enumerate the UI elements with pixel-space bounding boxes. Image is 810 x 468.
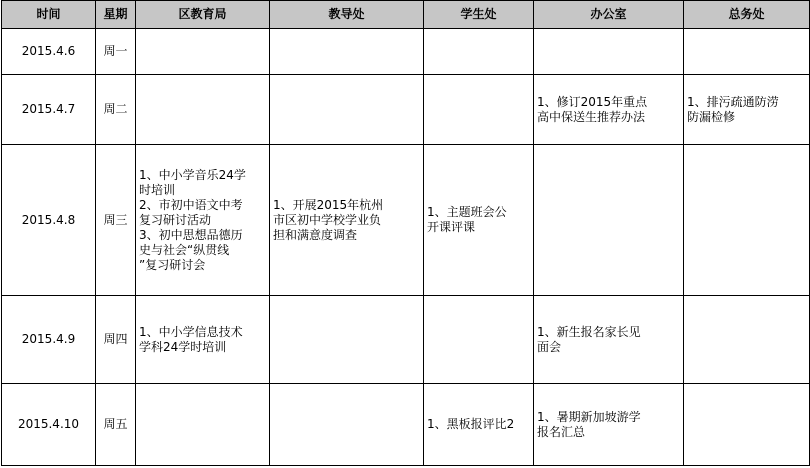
logistics-cell <box>684 75 810 145</box>
general-office-cell <box>534 296 684 384</box>
district-office-cell <box>136 296 270 384</box>
header-academic-affairs: 教导处 <box>270 1 424 29</box>
district-office-cell <box>136 145 270 296</box>
general-office-text: 1、修订2015年重点 高中保送生推荐办法 <box>537 94 648 124</box>
academic-affairs-cell <box>270 29 424 75</box>
academic-affairs-cell <box>270 75 424 145</box>
student-affairs-cell <box>424 296 534 384</box>
academic-affairs-cell <box>270 145 424 296</box>
academic-affairs-cell <box>270 384 424 466</box>
general-office-cell <box>534 75 684 145</box>
header-district-office: 区教育局 <box>136 1 270 29</box>
date-cell: 2015.4.10 <box>2 384 96 466</box>
header-general-office: 办公室 <box>534 1 684 29</box>
header-logistics: 总务处 <box>684 1 810 29</box>
table-row <box>2 145 810 296</box>
general-office-text: 1、暑期新加坡游学 报名汇总 <box>537 409 641 439</box>
table-row <box>2 296 810 384</box>
date-cell: 2015.4.7 <box>2 75 96 145</box>
academic-affairs-cell <box>270 296 424 384</box>
table-row <box>2 384 810 466</box>
header-student-affairs: 学生处 <box>424 1 534 29</box>
district-office-text: 1、中小学信息技术 学科24学时培训 <box>139 324 243 354</box>
logistics-cell <box>684 29 810 75</box>
district-office-cell <box>136 384 270 466</box>
student-affairs-cell <box>424 75 534 145</box>
table-header <box>2 1 810 29</box>
academic-affairs-text: 1、开展2015年杭州 市区初中学校学业负 担和满意度调查 <box>273 197 384 242</box>
table-row <box>2 29 810 75</box>
weekday-cell: 周三 <box>96 145 136 296</box>
logistics-cell <box>684 296 810 384</box>
date-cell: 2015.4.6 <box>2 29 96 75</box>
header-date: 时间 <box>2 1 96 29</box>
student-affairs-cell <box>424 29 534 75</box>
district-office-cell <box>136 29 270 75</box>
weekday-cell: 周五 <box>96 384 136 466</box>
table-body <box>2 29 810 466</box>
logistics-text: 1、排污疏通防涝 防漏检修 <box>687 94 779 124</box>
weekday-cell: 周四 <box>96 296 136 384</box>
header-weekday: 星期 <box>96 1 136 29</box>
student-affairs-cell <box>424 145 534 296</box>
district-office-cell <box>136 75 270 145</box>
header-row <box>2 1 810 29</box>
general-office-cell <box>534 29 684 75</box>
date-cell: 2015.4.8 <box>2 145 96 296</box>
general-office-cell <box>534 384 684 466</box>
general-office-cell <box>534 145 684 296</box>
weekly-schedule-table <box>1 0 810 466</box>
district-office-text: 1、中小学音乐24学 时培训 2、市初中语文中考 复习研讨活动 3、初中思想品德历 史与社会“纵贯线 ”复习研讨会 <box>139 167 246 272</box>
table-row <box>2 75 810 145</box>
student-affairs-cell <box>424 384 534 466</box>
weekday-cell: 周二 <box>96 75 136 145</box>
student-affairs-text: 1、黑板报评比2 <box>427 417 515 431</box>
date-cell: 2015.4.9 <box>2 296 96 384</box>
logistics-cell <box>684 145 810 296</box>
general-office-text: 1、新生报名家长见 面会 <box>537 324 641 354</box>
student-affairs-text: 1、主题班会公 开课评课 <box>427 205 507 234</box>
weekday-cell: 周一 <box>96 29 136 75</box>
logistics-cell <box>684 384 810 466</box>
